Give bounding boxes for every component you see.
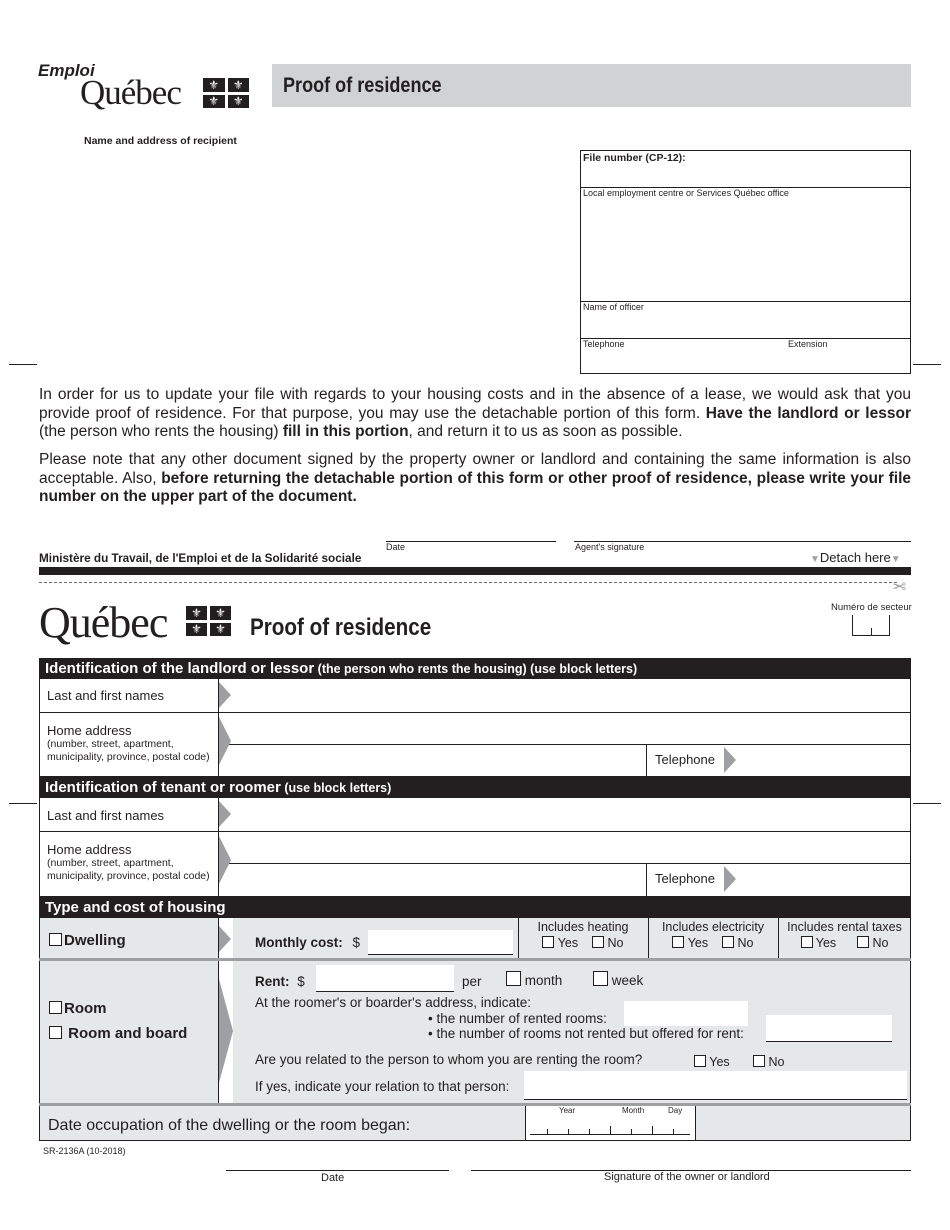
office-extension-label: Extension: [788, 339, 828, 349]
field-arrow-icon: [219, 682, 231, 708]
tenant-address-hint-1: (number, street, apartment,: [47, 857, 174, 869]
landlord-telephone-label: Telephone: [655, 752, 715, 767]
detach-dashed-line: [39, 582, 897, 583]
dwelling-checkbox[interactable]: [49, 933, 62, 946]
heating-no-checkbox[interactable]: [592, 936, 604, 948]
relation-input[interactable]: [524, 1071, 907, 1100]
emploi-quebec-logo: [38, 60, 253, 115]
detach-arrow-icon: ▼: [810, 554, 820, 565]
related-question: Are you related to the person to whom you are renting the room?: [255, 1052, 643, 1067]
local-centre-label: Local employment centre or Services Québec office: [583, 188, 789, 198]
agent-signature-label: Agent's signature: [575, 542, 645, 552]
date-label-top: Date: [386, 542, 406, 552]
rent-label: Rent: $: [255, 974, 305, 989]
form-code: SR-2136A (10-2018): [43, 1146, 126, 1156]
month-checkbox[interactable]: [506, 971, 521, 986]
taxes-no-checkbox[interactable]: [857, 936, 869, 948]
officer-label: Name of officer: [583, 302, 644, 312]
tenant-names-input[interactable]: [232, 798, 910, 830]
housing-section-header: Type and cost of housing: [39, 897, 911, 918]
room-board-option[interactable]: Room and board: [49, 1025, 187, 1042]
ministry-label: Ministère du Travail, de l'Emploi et de la Solidarité sociale: [39, 551, 362, 565]
relation-text: If yes, indicate your relation to that person:: [255, 1079, 510, 1094]
detach-title: Proof of residence: [250, 614, 432, 641]
month-small-label: Month: [622, 1106, 645, 1115]
field-arrow-icon: [724, 866, 736, 892]
heating-yes-checkbox[interactable]: [542, 936, 554, 948]
field-arrow-icon: [219, 836, 231, 884]
year-label: Year: [559, 1106, 576, 1115]
owner-signature-label: Signature of the owner or landlord: [604, 1171, 770, 1183]
office-box: [580, 150, 911, 374]
includes-electricity-label: Includes electricity: [661, 920, 765, 934]
electricity-no-checkbox[interactable]: [722, 936, 734, 948]
landlord-telephone-input[interactable]: [740, 745, 910, 776]
not-rented-input[interactable]: [766, 1015, 892, 1042]
landlord-address-input[interactable]: [232, 713, 910, 743]
intro-paragraph-1: In order for us to update your file with regards to your housing costs and in the absence of a lease, we would ask that you provide proof of residence. For that purpose, you may use the detachable portion of this form. Have the landlord or lessor (the person who rents the housing) fill in this portion, and return it to us as soon as possible.: [39, 386, 911, 440]
per-label: per: [462, 974, 482, 989]
taxes-group: Includes rental taxes Yes No: [778, 920, 911, 950]
occupation-label: Date occupation of the dwelling or the room began:: [48, 1117, 411, 1134]
related-no-checkbox[interactable]: [753, 1055, 765, 1067]
office-telephone-label: Telephone: [583, 339, 625, 349]
not-rented-text: • the number of rooms not rented but offered for rent:: [428, 1026, 744, 1041]
field-arrow-icon: [219, 979, 233, 1083]
occupation-row: [39, 1106, 911, 1141]
landlord-block: [39, 679, 911, 777]
title-bar: [272, 64, 911, 107]
tenant-address-hint-2: municipality, province, postal code): [47, 870, 210, 882]
logo-emploi-text: Emploi: [38, 61, 95, 80]
tenant-address-input[interactable]: [232, 832, 910, 862]
tenant-section-header: Identification of tenant or roomer (use block letters): [39, 777, 911, 798]
intro-paragraph-2: Please note that any other document signed by the property owner or landlord and containing the same information is also acceptable. Also, before returning the detachable portion of this form or other proof of residence, please write your file number on the upper part of the document.: [39, 451, 911, 505]
field-arrow-icon: [724, 747, 736, 773]
detach-arrow-icon: ▼: [890, 554, 901, 565]
monthly-cost-label: Monthly cost: $: [255, 935, 361, 950]
detach-fleur-icon: ⚜ ⚜ ⚜ ⚜: [186, 606, 231, 636]
landlord-address-hint-2: municipality, province, postal code): [47, 751, 210, 763]
bottom-date-line[interactable]: [226, 1170, 449, 1171]
related-yes-checkbox[interactable]: [694, 1055, 706, 1067]
tenant-names-label: Last and first names: [47, 808, 165, 823]
tenant-address-label: Home address: [47, 842, 132, 857]
electricity-yes-checkbox[interactable]: [672, 936, 684, 948]
roomer-address-text: At the roomer's or boarder's address, indicate:: [255, 995, 532, 1010]
black-divider: [39, 567, 911, 575]
scissors-icon: ✂: [892, 576, 907, 595]
taxes-yes-checkbox[interactable]: [801, 936, 813, 948]
dwelling-row: [39, 918, 911, 960]
landlord-address-hint-1: (number, street, apartment,: [47, 738, 174, 750]
rent-input[interactable]: [316, 965, 454, 992]
tenant-block: [39, 798, 911, 897]
room-checkbox[interactable]: [49, 1001, 62, 1014]
detach-logo-quebec: Québec: [39, 598, 168, 647]
landlord-section-header: Identification of the landlord or lessor (the person who rents the housing) (use block letters): [39, 658, 911, 679]
bottom-date-label: Date: [321, 1172, 345, 1184]
week-checkbox[interactable]: [593, 971, 608, 986]
includes-heating-label: Includes heating: [537, 920, 629, 934]
page-title: Proof of residence: [283, 74, 442, 97]
room-board-checkbox[interactable]: [49, 1026, 62, 1039]
heating-group: Includes heating Yes No: [518, 920, 648, 950]
room-option[interactable]: Room: [49, 1000, 107, 1017]
week-option[interactable]: week: [593, 971, 643, 988]
sector-label: Numéro de secteur: [831, 602, 912, 613]
includes-taxes-label: Includes rental taxes: [787, 920, 902, 934]
tenant-telephone-input[interactable]: [740, 864, 910, 896]
field-arrow-icon: [219, 717, 231, 765]
related-no-option[interactable]: No: [753, 1055, 784, 1069]
date-line-top: [386, 541, 556, 542]
day-label: Day: [668, 1106, 683, 1115]
room-row: [39, 961, 911, 1104]
fleur-de-lis-icon: ⚜ ⚜ ⚜ ⚜: [203, 78, 249, 108]
rented-rooms-input[interactable]: [624, 1001, 748, 1026]
field-arrow-icon: [219, 926, 231, 952]
landlord-names-label: Last and first names: [47, 688, 165, 703]
file-number-label: File number (CP-12):: [583, 152, 686, 164]
field-arrow-icon: [219, 801, 231, 827]
detach-here: ▼Detach here▼: [810, 550, 901, 565]
dwelling-option[interactable]: Dwelling: [49, 932, 126, 949]
rented-rooms-text: • the number of rented rooms:: [428, 1011, 607, 1026]
month-option[interactable]: month: [506, 971, 562, 988]
related-yes-option[interactable]: Yes: [694, 1055, 730, 1069]
recipient-label: Name and address of recipient: [84, 135, 237, 147]
landlord-address-label: Home address: [47, 723, 132, 738]
landlord-names-input[interactable]: [232, 679, 910, 711]
tenant-telephone-label: Telephone: [655, 871, 715, 886]
electricity-group: Includes electricity Yes No: [648, 920, 778, 950]
monthly-cost-input[interactable]: [368, 930, 513, 955]
logo-quebec-text: Québec: [80, 73, 181, 112]
